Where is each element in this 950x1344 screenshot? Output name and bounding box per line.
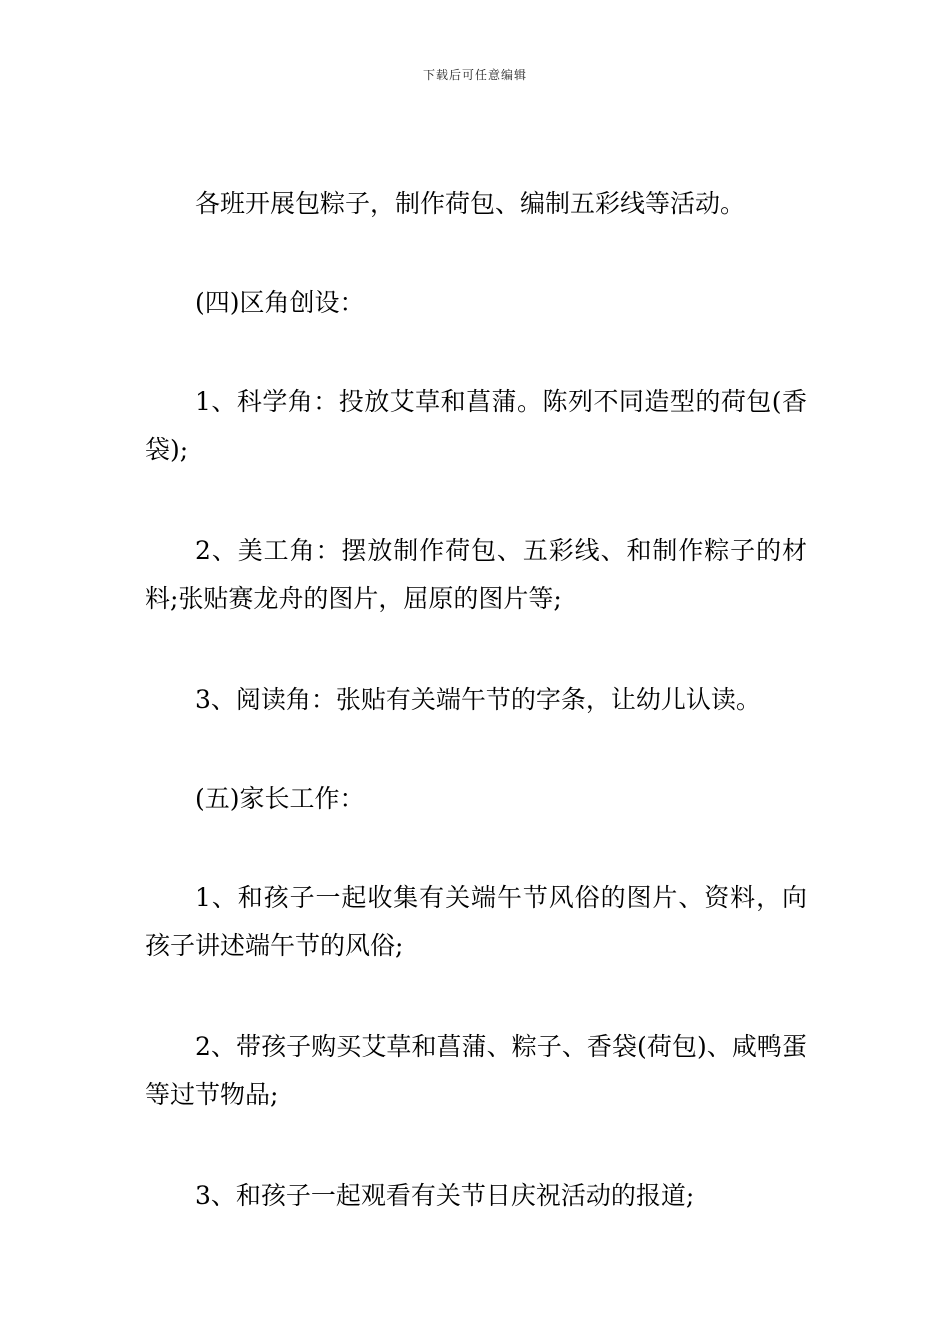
section-heading-corner-setup: (四)区角创设： [195, 288, 365, 317]
paragraph-art-corner: 2、美工角：摆放制作荷包、五彩线、和制作粽子的材料;张贴赛龙舟的图片，屈原的图片等; [145, 536, 807, 613]
document-body [145, 180, 807, 1271]
paragraph-parent-collect: 1、和孩子一起收集有关端午节风俗的图片、资料，向孩子讲述端午节的风俗; [145, 883, 807, 960]
section-heading-parent-work: (五)家长工作： [195, 784, 365, 813]
paragraph-activities: 各班开展包粽子，制作荷包、编制五彩线等活动。 [195, 189, 746, 218]
paragraph-parent-watch: 3、和孩子一起观看有关节日庆祝活动的报道; [195, 1181, 695, 1210]
paragraph-reading-corner: 3、阅读角：张贴有关端午节的字条，让幼儿认读。 [195, 685, 761, 714]
page-header: 下载后可任意编辑 [422, 68, 527, 82]
paragraph-parent-shopping: 2、带孩子购买艾草和菖蒲、粽子、香袋(荷包)、咸鸭蛋等过节物品; [145, 1032, 807, 1109]
paragraph-science-corner: 1、科学角：投放艾草和菖蒲。陈列不同造型的荷包(香袋); [145, 387, 807, 464]
